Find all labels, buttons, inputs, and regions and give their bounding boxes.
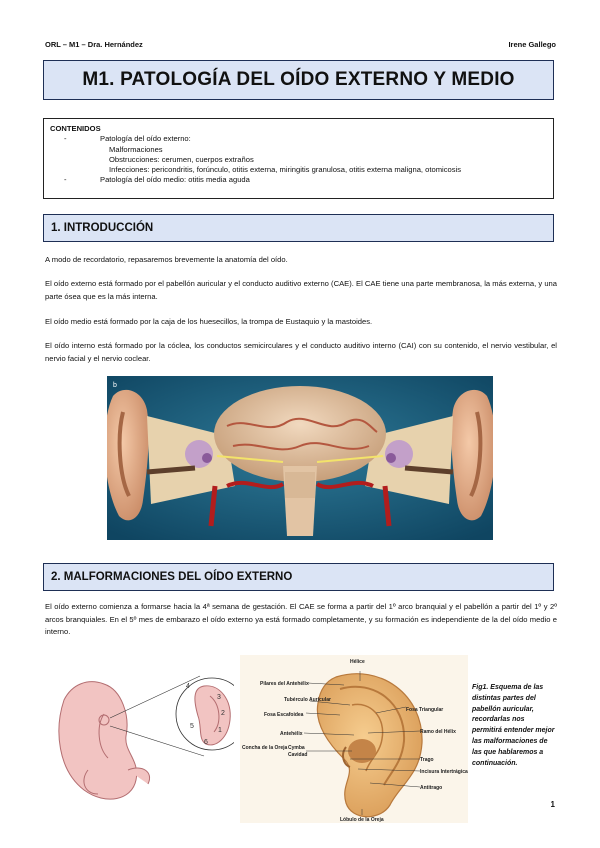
figure-letter: b — [113, 382, 117, 389]
label-incisura: Incisura Intertrágica — [420, 769, 468, 775]
figure-caption: Fig1. Esquema de las distintas partes del pabellón auricular, recordarlas nos permitirá entender mejor las malformaciones de las que hablaremos a continuación. — [472, 684, 555, 767]
paragraph: A modo de recordatorio, repasaremos brevemente la anatomía del oído. — [45, 255, 288, 264]
label-antitrago: Antitrago — [420, 785, 443, 791]
hillock-4: 4 — [186, 683, 190, 690]
label-antehelix: Antehélix — [280, 731, 303, 737]
hillock-5: 5 — [190, 723, 194, 730]
label-ramo-helix: Ramo del Hélix — [420, 729, 456, 735]
auricle-diagram — [240, 655, 468, 823]
hillock-2: 2 — [221, 710, 225, 717]
bullet-dash: - — [64, 134, 67, 144]
label-trago: Trago — [420, 757, 434, 763]
embryo-drawing — [44, 660, 234, 810]
label-helice: Hélice — [350, 659, 365, 665]
page-number: 1 — [550, 800, 555, 809]
contents-heading: CONTENIDOS — [50, 124, 101, 133]
embryo-illustration — [44, 660, 234, 810]
contents-subitem: Infecciones: pericondritis, forúnculo, otitis externa, miringitis granulosa, otitis externa maligna, otomicosis — [109, 165, 462, 175]
label-pilares: Pilares del Antehélix — [260, 681, 309, 687]
paragraph: El oído externo comienza a formarse hacia la 4ª semana de gestación. El CAE se forma a partir del 1º arco branquial y el pabellón a partir del 1º y 2º arcos branquiales. En el 5º mes de embarazo el oído externo ya está formado completamente, y su formación es independiente de la del oído medio e interno. — [45, 602, 557, 636]
section-heading-introduccion: 1. INTRODUCCIÓN — [43, 214, 554, 242]
paragraph: El oído externo está formado por el pabellón auricular y el conducto auditivo externo (CAE). El CAE tiene una parte membranosa, la más externa, y una parte ósea que es la más interna. — [45, 279, 557, 301]
hillock-3: 3 — [217, 694, 221, 701]
label-cavidad: Cavidad — [288, 752, 308, 758]
bullet-dash: - — [64, 175, 67, 185]
contents-box — [43, 118, 554, 199]
ear-anatomy-drawing — [107, 376, 493, 540]
contents-item: - Patología del oído externo: — [50, 134, 547, 144]
page-title: M1. PATOLOGÍA DEL OÍDO EXTERNO Y MEDIO — [43, 60, 554, 100]
header-right: Irene Gallego — [508, 40, 556, 49]
label-fosa-escafoidea: Fosa Escafoidea — [264, 712, 304, 718]
hillock-1: 1 — [218, 727, 222, 734]
auricle-drawing — [240, 655, 468, 823]
contents-item: - Patología del oído medio: otitis media aguda — [50, 175, 547, 185]
hillock-6: 6 — [204, 739, 208, 746]
ear-anatomy-illustration — [107, 376, 493, 540]
label-lobulo: Lóbulo de la Oreja — [340, 817, 384, 823]
label-cymba: Cymba — [288, 745, 305, 751]
paragraph: El oído medio está formado por la caja de los huesecillos, la trompa de Eustaquio y la mastoides. — [45, 317, 373, 326]
label-concha: Concha de la Oreja — [242, 745, 288, 751]
label-tuberculo: Tubérculo Auricular — [284, 697, 331, 703]
paragraph: El oído interno está formado por la cóclea, los conductos semicirculares y el conducto auditivo interno (CAI) con su contenido, el nervio vestibular, el nervio facial y el nervio coclear. — [45, 341, 557, 363]
contents-subitem: Malformaciones — [109, 144, 163, 154]
section-heading-malformaciones: 2. MALFORMACIONES DEL OÍDO EXTERNO — [43, 563, 554, 591]
header-left: ORL – M1 – Dra. Hernández — [45, 40, 143, 49]
contents-subitem: Obstrucciones: cerumen, cuerpos extraños — [109, 154, 254, 164]
label-fosa-triangular: Fosa Triangular — [406, 707, 444, 713]
